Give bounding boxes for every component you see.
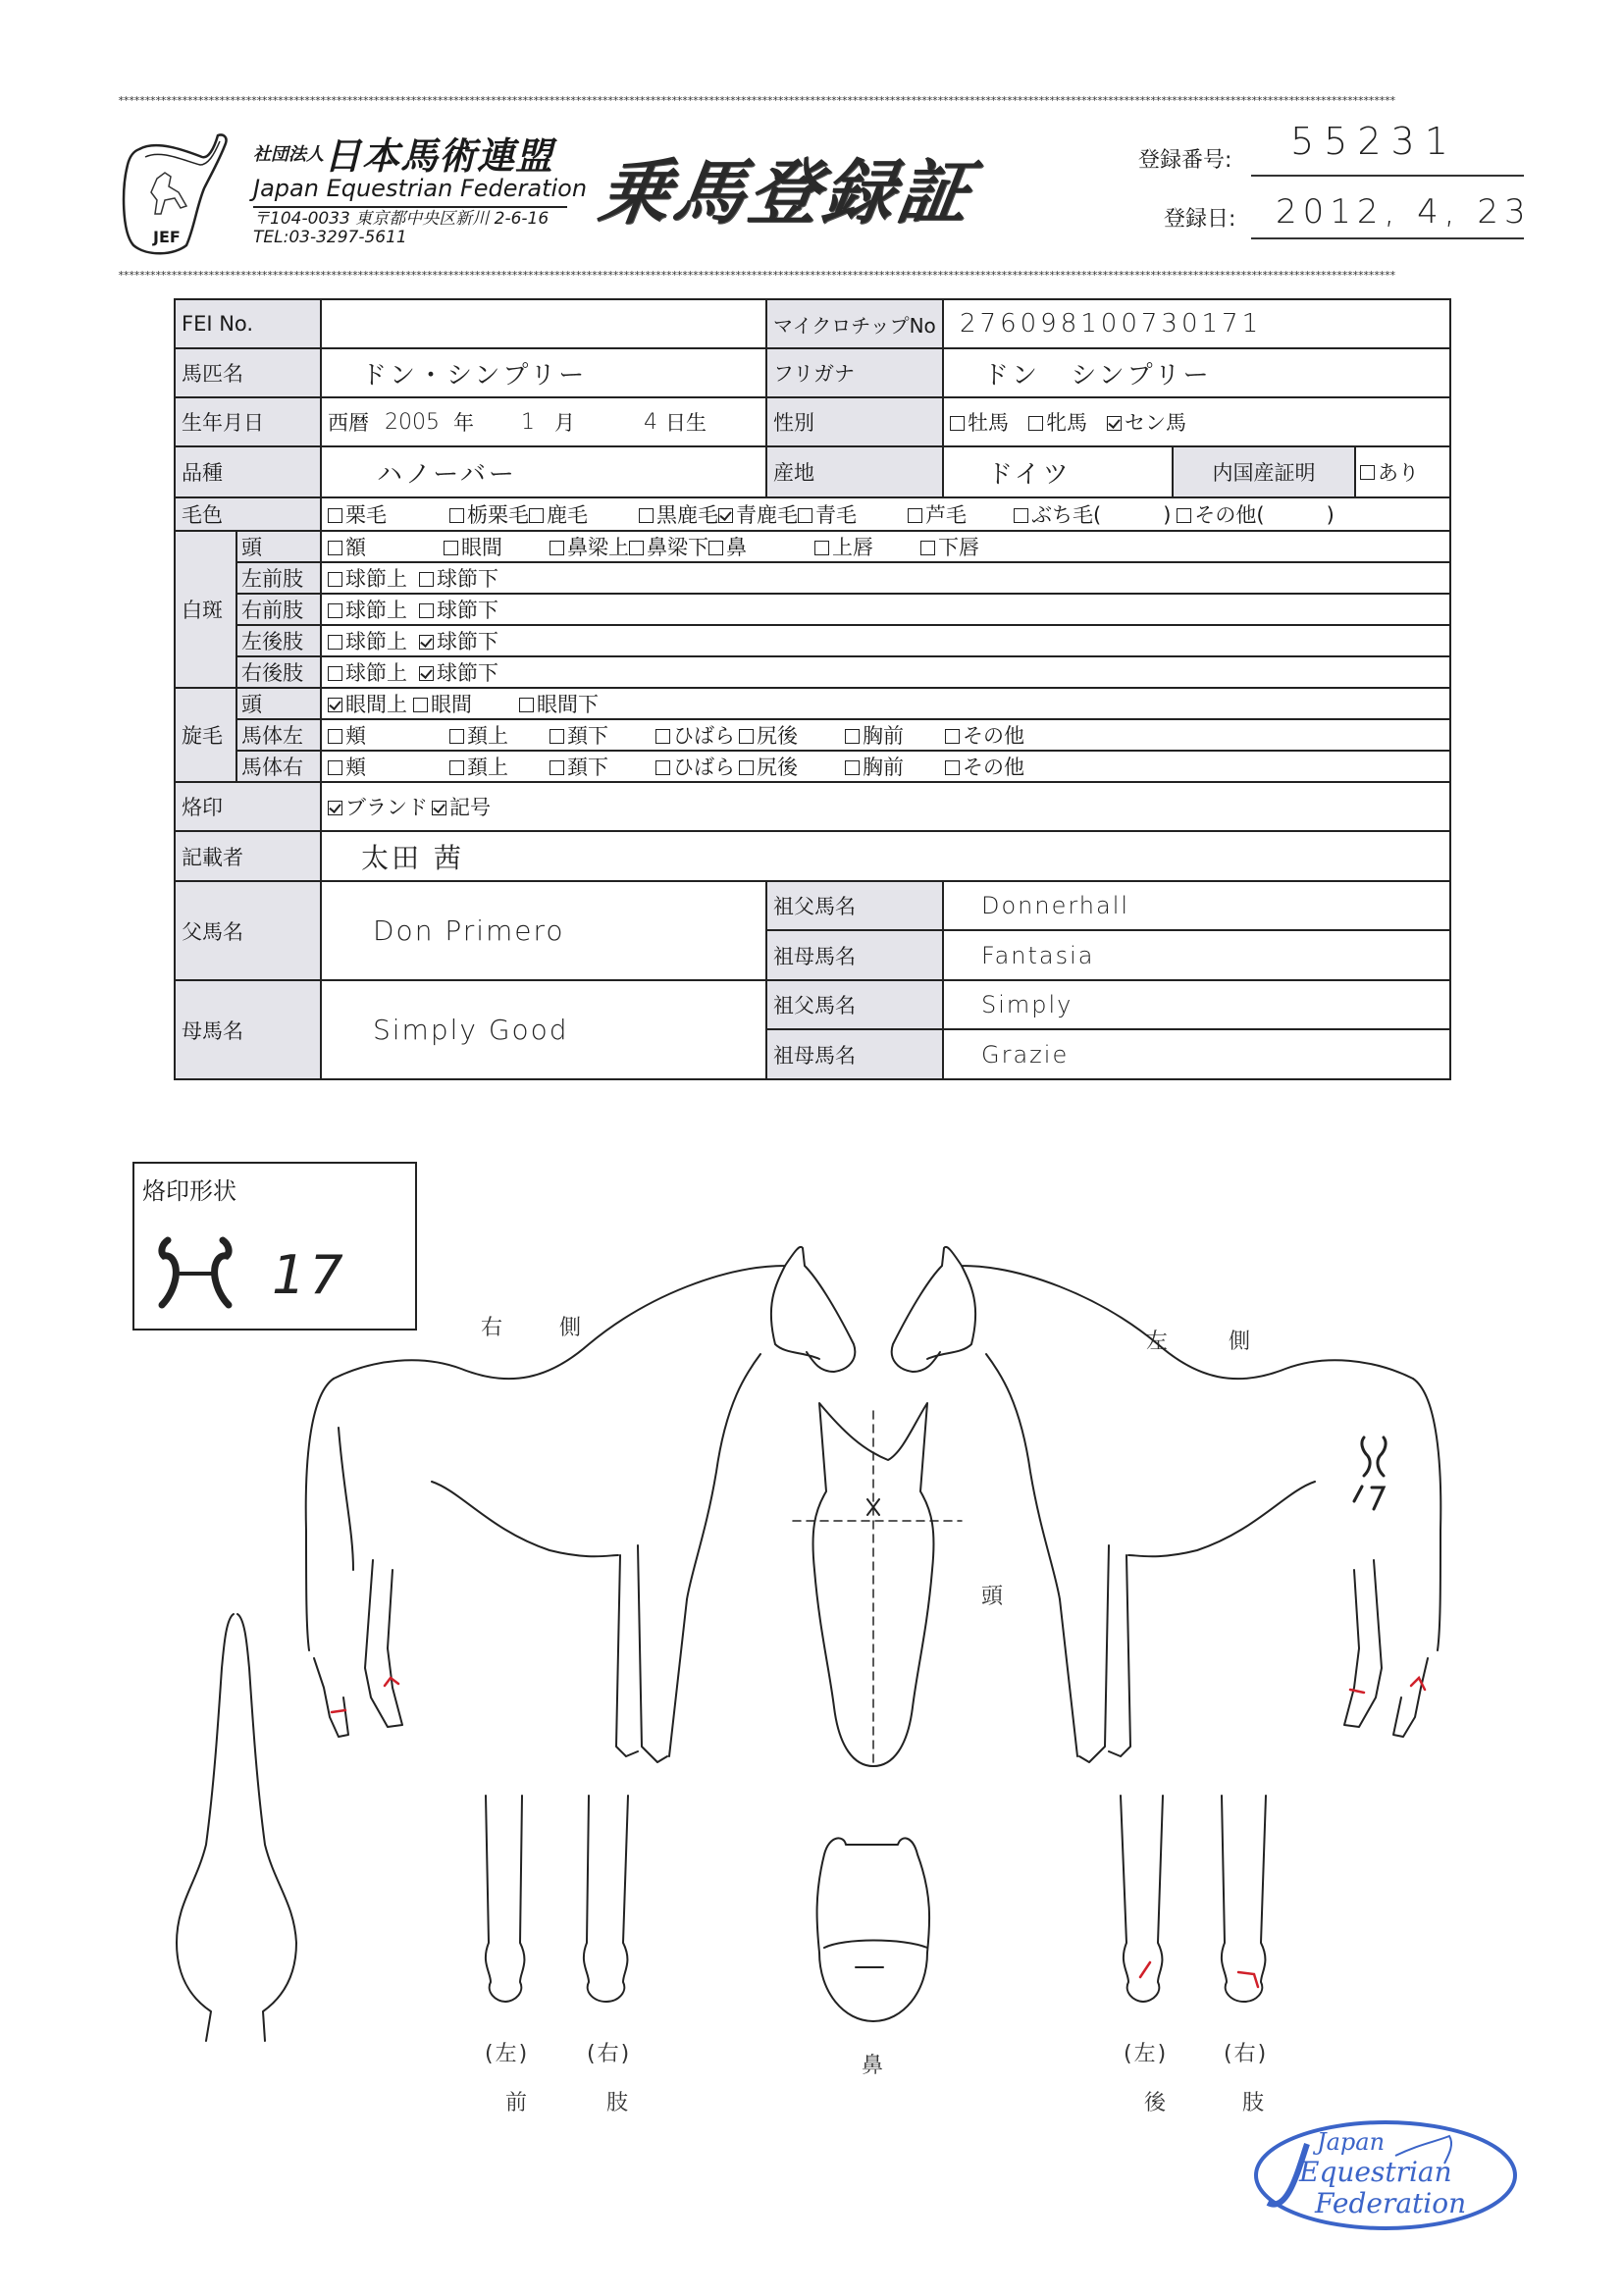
birth-era: 西暦 [328, 411, 369, 435]
org-tel: TEL:03-3297-5611 [253, 228, 407, 247]
whorl-part: 頭 [236, 687, 322, 720]
option-checked[interactable]: 球節下 [419, 626, 498, 655]
forelimb-right-label: (右) [587, 2042, 632, 2066]
head-label: 頭 [981, 1585, 1006, 1609]
breed-field[interactable]: ハノーバー [320, 445, 767, 498]
right-side-label-2: 側 [559, 1316, 584, 1340]
option[interactable]: 胸前 [845, 752, 933, 781]
separator-top: ************************************************************************************************************************************************************************************************************************************************ [118, 94, 1395, 107]
white-marking-part: 左後肢 [236, 624, 322, 657]
dam-grandsire-label: 祖父馬名 [765, 979, 944, 1030]
microchip-label: マイクロチップNo [765, 298, 944, 349]
separator-bottom: ************************************************************************************************************************************************************************************************************************************************ [118, 269, 1395, 282]
whorl-part: 馬体右 [236, 750, 322, 783]
whorl-part: 馬体左 [236, 718, 322, 752]
org-name-en: Japan Equestrian Federation [253, 175, 588, 202]
origin-label: 産地 [765, 445, 944, 498]
option[interactable]: 上唇 [814, 532, 909, 561]
option[interactable]: 眼間下 [519, 689, 599, 718]
stamp-line-1: Japan [1317, 2128, 1386, 2156]
option[interactable]: 球節上 [328, 595, 407, 624]
left-side-label-1: 左 [1146, 1330, 1171, 1354]
fei-no-label: FEI No. [174, 298, 322, 349]
logo-text: JEF [153, 228, 181, 246]
sex-option-gelding[interactable]: セン馬 [1107, 407, 1186, 437]
option[interactable]: 鼻梁上 [550, 532, 629, 561]
white-marking-part: 頭 [236, 530, 322, 563]
option[interactable]: 尻後 [739, 720, 833, 750]
coat-option[interactable]: ぶち毛( ) [1014, 499, 1171, 529]
coat-option-selected[interactable]: 青鹿毛 [718, 499, 798, 529]
option[interactable]: ひばら [655, 720, 735, 750]
dam-granddam-label: 祖母馬名 [765, 1028, 944, 1080]
hindlimb-caption-1: 後 [1144, 2091, 1169, 2115]
dam-label: 母馬名 [174, 979, 322, 1080]
sire-granddam-field[interactable]: Fantasia [942, 929, 1451, 981]
option-checked[interactable]: 球節下 [419, 657, 498, 687]
registration-number-label: 登録番号: [1138, 148, 1232, 173]
hindlimb-left-label: (左) [1124, 2042, 1169, 2066]
brand-shape-label: 烙印形状 [142, 1177, 236, 1205]
sex-option-stallion[interactable]: 牡馬 [950, 407, 1009, 437]
brand-option-symbol[interactable]: 記号 [432, 792, 491, 821]
option[interactable]: 額 [328, 532, 432, 561]
option[interactable]: ひばら [655, 752, 735, 781]
stamp-line-3: Federation [1315, 2187, 1467, 2219]
coat-option[interactable]: その他( ) [1177, 499, 1334, 529]
option[interactable]: 頚上 [449, 752, 538, 781]
forelimb-caption-2: 肢 [606, 2091, 631, 2115]
sire-grandsire-label: 祖父馬名 [765, 880, 944, 931]
org-type: 社団法人 [253, 144, 324, 165]
right-side-label-1: 右 [481, 1316, 505, 1340]
white-markings-label: 白斑 [174, 530, 237, 689]
white-marking-part: 右後肢 [236, 655, 322, 689]
option[interactable]: 鼻梁下 [629, 532, 708, 561]
coat-option[interactable]: 鹿毛 [529, 499, 627, 529]
hindlimb-right-label: (右) [1224, 2042, 1269, 2066]
sex-label: 性別 [765, 396, 944, 447]
birth-day: 4 [644, 409, 657, 435]
coat-option[interactable]: 芦毛 [908, 499, 1002, 529]
option[interactable]: 鼻 [708, 532, 803, 561]
sire-grandsire-field[interactable]: Donnerhall [942, 880, 1451, 931]
muzzle-label: 鼻 [862, 2054, 886, 2078]
option[interactable]: 頬 [328, 752, 438, 781]
option[interactable]: 頚上 [449, 720, 538, 750]
horse-name-label: 馬匹名 [174, 347, 322, 398]
option[interactable]: その他 [945, 720, 1024, 750]
birth-month: 1 [521, 409, 535, 435]
sire-label: 父馬名 [174, 880, 322, 981]
option[interactable]: 球節上 [328, 657, 407, 687]
horse-name-field[interactable]: ドン・シンプリー [320, 347, 767, 398]
coat-option[interactable]: 栗毛 [328, 499, 438, 529]
left-side-label-2: 側 [1229, 1330, 1253, 1354]
dam-field[interactable]: Simply Good [320, 979, 767, 1080]
birth-month-unit: 月 [554, 411, 575, 435]
furigana-field[interactable]: ドン シンプリー [942, 347, 1451, 398]
option[interactable]: 眼間 [444, 532, 538, 561]
origin-field[interactable]: ドイツ [942, 445, 1174, 498]
sire-field[interactable]: Don Primero [320, 880, 767, 981]
option[interactable]: その他 [945, 752, 1024, 781]
option-checked[interactable]: 眼間上 [328, 689, 407, 718]
white-marking-part: 右前肢 [236, 593, 322, 626]
option[interactable]: 頚下 [550, 720, 644, 750]
forelimb-caption-1: 前 [505, 2091, 530, 2115]
dam-granddam-field[interactable]: Grazie [942, 1028, 1451, 1080]
birth-day-unit: 日生 [665, 411, 707, 435]
org-address: 〒104-0033 東京都中央区新川 2-6-16 [253, 209, 550, 229]
microchip-field[interactable]: 276098100730171 [942, 298, 1451, 349]
option[interactable]: 下唇 [920, 532, 979, 561]
option[interactable]: 尻後 [739, 752, 833, 781]
option[interactable]: 球節下 [419, 595, 498, 624]
birth-date-label: 生年月日 [174, 396, 322, 447]
sire-granddam-label: 祖母馬名 [765, 929, 944, 981]
coat-option[interactable]: 青毛 [798, 499, 896, 529]
jef-stamp [1248, 2114, 1523, 2237]
brand-label: 烙印 [174, 781, 322, 832]
registration-number: 55231 [1290, 120, 1458, 163]
option[interactable]: 球節下 [419, 563, 498, 593]
whorls-label: 旋毛 [174, 687, 237, 783]
document-title: 乗馬登録証 [594, 151, 979, 234]
domestic-cert-label: 内国産証明 [1172, 445, 1356, 498]
furigana-label: フリガナ [765, 347, 944, 398]
breed-label: 品種 [174, 445, 322, 498]
birth-year-unit: 年 [453, 411, 474, 435]
option[interactable]: 球節上 [328, 626, 407, 655]
option[interactable]: 眼間 [413, 689, 507, 718]
coat-option[interactable]: 栃栗毛 [449, 499, 529, 529]
recorder-field[interactable]: 太田 茜 [320, 830, 1451, 882]
brand-option-brand[interactable]: ブランド [328, 792, 428, 821]
dam-grandsire-field[interactable]: Simply [942, 979, 1451, 1030]
coat-option[interactable]: 黒鹿毛 [639, 499, 718, 529]
option[interactable]: 球節上 [328, 563, 407, 593]
option[interactable]: 胸前 [845, 720, 933, 750]
brand-shape-number: 17 [272, 1244, 347, 1306]
coat-color-label: 毛色 [174, 496, 322, 532]
option[interactable]: 頬 [328, 720, 438, 750]
recorder-label: 記載者 [174, 830, 322, 882]
org-name-jp: 日本馬術連盟 [324, 134, 554, 178]
stamp-line-2: Equestrian [1299, 2156, 1452, 2188]
hindlimb-caption-2: 肢 [1242, 2091, 1267, 2115]
option[interactable]: 頚下 [550, 752, 644, 781]
registration-date-label: 登録日: [1164, 207, 1236, 232]
domestic-cert-option[interactable]: あり [1354, 445, 1451, 498]
registration-date: 2012, 4, 23 [1276, 192, 1532, 232]
sex-option-mare[interactable]: 牝馬 [1028, 407, 1087, 437]
birth-year: 2005 [385, 409, 440, 435]
forelimb-left-label: (左) [485, 2042, 530, 2066]
white-marking-part: 左前肢 [236, 561, 322, 595]
